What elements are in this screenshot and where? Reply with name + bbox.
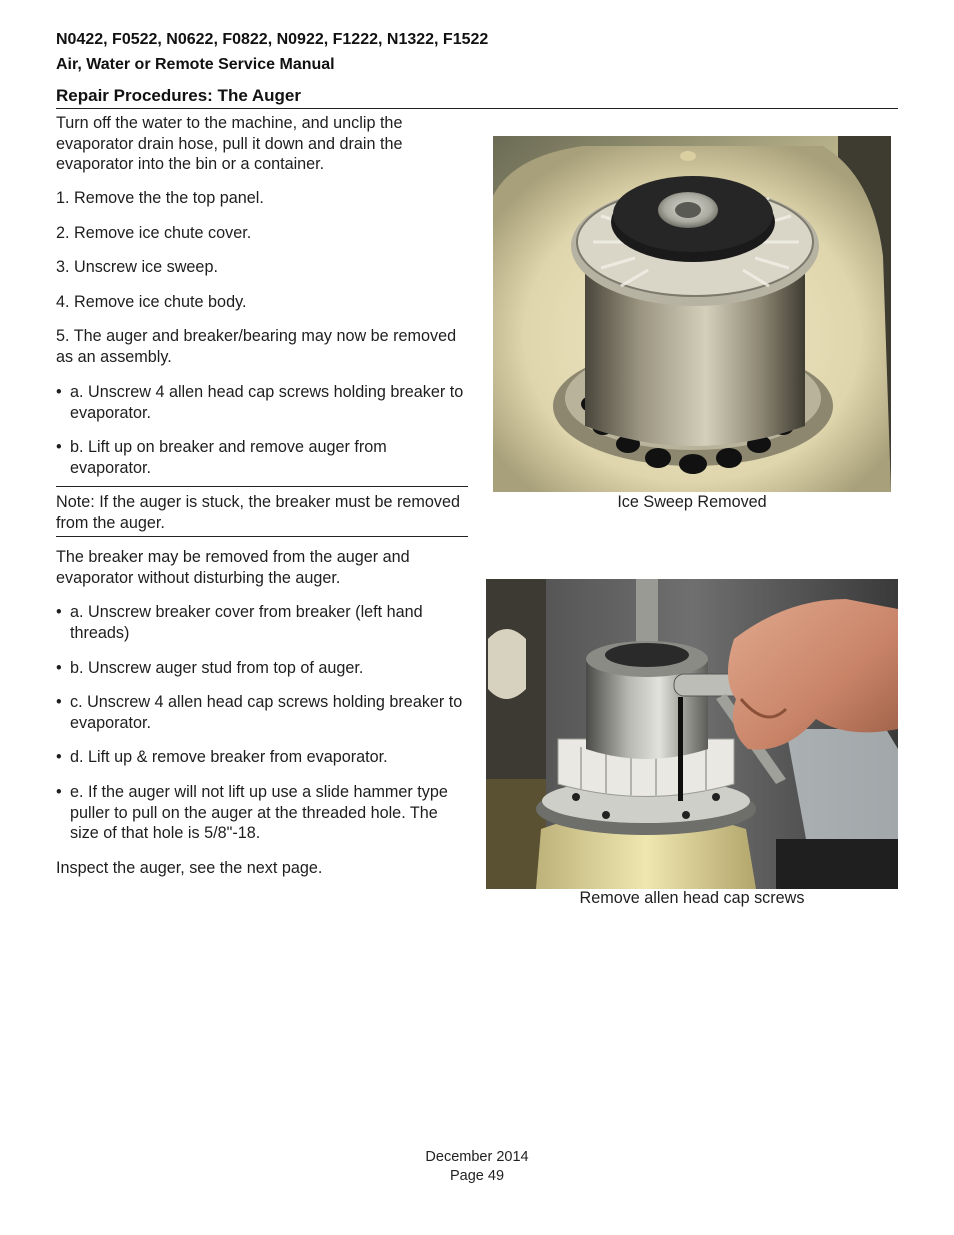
cap-screws-caption: Remove allen head cap screws	[579, 889, 805, 907]
note-bottom-rule	[56, 536, 468, 537]
bullet-marker: •	[56, 783, 62, 801]
ice-sweep-illustration	[493, 136, 891, 492]
breaker-substep-e	[56, 782, 468, 844]
step-2	[56, 223, 468, 244]
breaker-substep-d	[56, 747, 468, 768]
substep-text: d. Lift up & remove breaker from evaporator.	[70, 748, 388, 766]
ice-sweep-caption: Ice Sweep Removed	[617, 493, 767, 511]
document-manual-title: Air, Water or Remote Service Manual	[56, 56, 335, 73]
intro-paragraph	[56, 113, 468, 175]
intro-text: Turn off the water to the machine, and unclip the evaporator drain hose, pull it down and drain the evaporator into the bin or a container.	[56, 114, 403, 173]
step-text: 1. Remove the the top panel.	[56, 189, 264, 207]
step-1	[56, 188, 468, 209]
note-top-rule	[56, 486, 468, 487]
bullet-marker: •	[56, 748, 62, 766]
section-title: Repair Procedures: The Auger	[56, 86, 301, 105]
substep-text: c. Unscrew 4 allen head cap screws holding breaker to evaporator.	[70, 693, 463, 732]
breaker-substep-a	[56, 602, 468, 643]
step-3	[56, 257, 468, 278]
footer-date: December 2014	[425, 1149, 529, 1165]
document-model-list: N0422, F0522, N0622, F0822, N0922, F1222, N1322, F1522	[56, 31, 489, 48]
breaker-intro-text: The breaker may be removed from the auger and evaporator without disturbing the auger.	[56, 548, 410, 587]
bullet-marker: •	[56, 693, 62, 711]
bullet-marker: •	[56, 603, 62, 621]
substep-text: a. Unscrew 4 allen head cap screws holding breaker to evaporator.	[70, 383, 464, 422]
bullet-marker: •	[56, 659, 62, 677]
breaker-substep-b	[56, 658, 468, 679]
breaker-substep-c	[56, 692, 468, 733]
cap-screws-photo	[486, 579, 898, 889]
bullet-marker: •	[56, 438, 62, 456]
header-divider	[56, 108, 898, 109]
footer-page-number: Page 49	[449, 1168, 505, 1184]
substep-text: a. Unscrew breaker cover from breaker (left hand threads)	[70, 603, 423, 642]
substep-text: e. If the auger will not lift up use a slide hammer type puller to pull on the auger at the threaded hole. The size of that hole is 5/8"-18.	[70, 783, 448, 842]
substep-text: b. Unscrew auger stud from top of auger.	[70, 659, 364, 677]
assembly-substep-a	[56, 382, 468, 423]
closing-text: Inspect the auger, see the next page.	[56, 859, 323, 877]
closing-line	[56, 858, 468, 879]
step-5	[56, 326, 468, 367]
step-text: 5. The auger and breaker/bearing may now be removed as an assembly.	[56, 327, 457, 366]
substep-text: b. Lift up on breaker and remove auger from evaporator.	[70, 438, 387, 477]
note-box	[56, 492, 468, 533]
step-text: 4. Remove ice chute body.	[56, 293, 247, 311]
bullet-marker: •	[56, 383, 62, 401]
cap-screws-illustration	[486, 579, 898, 889]
assembly-substep-b	[56, 437, 468, 478]
step-4	[56, 292, 468, 313]
breaker-intro	[56, 547, 468, 588]
ice-sweep-photo	[493, 136, 891, 492]
step-text: 3. Unscrew ice sweep.	[56, 258, 218, 276]
note-text: Note: If the auger is stuck, the breaker must be removed from the auger.	[56, 493, 460, 532]
step-text: 2. Remove ice chute cover.	[56, 224, 252, 242]
